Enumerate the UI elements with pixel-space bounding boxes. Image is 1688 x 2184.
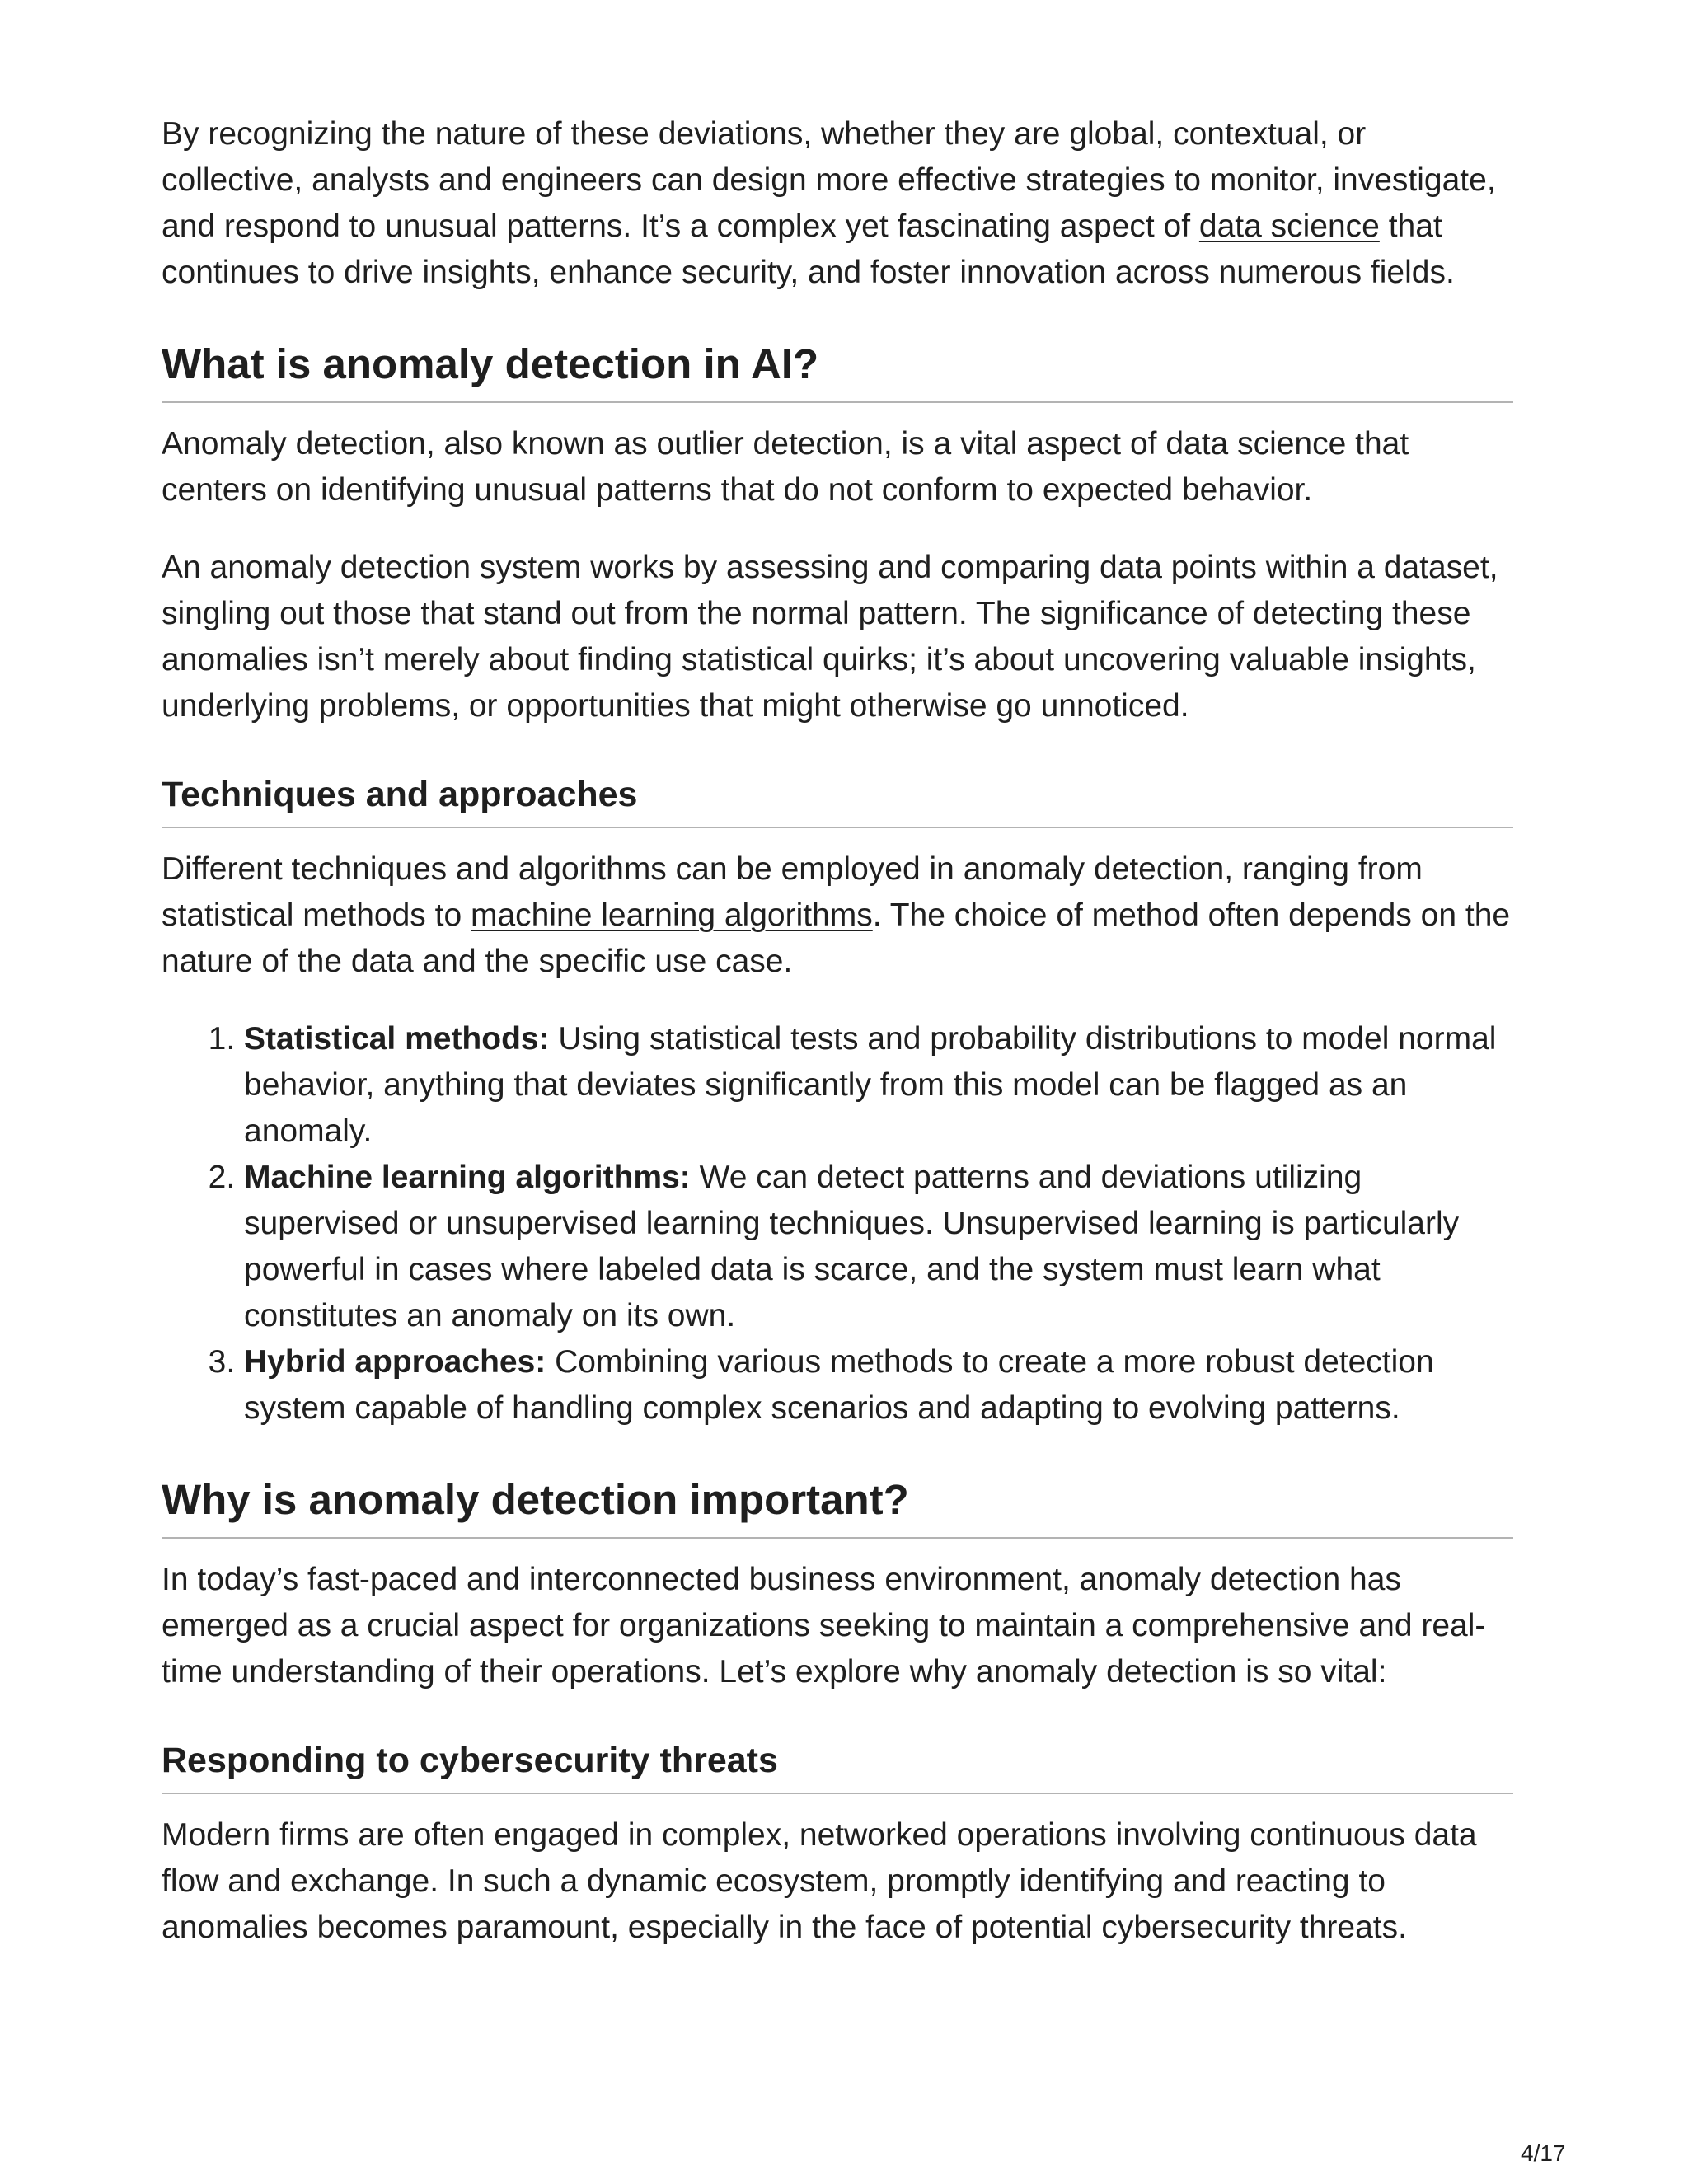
list-item-statistical-methods [244, 1016, 1513, 1155]
page-number: 4/17 [1521, 2140, 1566, 2166]
heading-what-is-anomaly-detection: What is anomaly detection in AI? [162, 337, 1513, 403]
machine-learning-algorithms-link[interactable]: machine learning algorithms [471, 898, 873, 933]
intro-text-start: By recognizing the nature of these deviations, whether they are global, contextual, or collective, analysts and engineers can design more effective strategies to monitor, investigate, and respond to unusual patterns. It’s a complex yet fascinating aspect of [162, 116, 1496, 244]
list-item-term: Machine learning algorithms: [244, 1160, 691, 1195]
list-item-term: Statistical methods: [244, 1021, 550, 1057]
techniques-list [162, 1016, 1513, 1432]
heading-why-important: Why is anomaly detection important? [162, 1473, 1513, 1539]
list-item-term: Hybrid approaches: [244, 1344, 546, 1380]
article-content [162, 111, 1513, 1951]
why-paragraph: In today’s fast-paced and interconnected business environment, anomaly detection has emerged as a crucial aspect for organizations seeking to maintain a comprehensive and real-time understanding of their operations. Let’s explore why anomaly detection is so vital: [162, 1562, 1486, 1690]
heading-cybersecurity-threats: Responding to cybersecurity threats [162, 1736, 1513, 1794]
list-item-text: Combining various methods to create a more robust detection system capable of handling complex scenarios and adapting to evolving patterns. [244, 1344, 1434, 1426]
intro-paragraph [162, 111, 1513, 296]
techniques-text-start: Different techniques and algorithms can be employed in anomaly detection, ranging from statistical methods to [162, 851, 1423, 933]
data-science-link[interactable]: data science [1198, 209, 1380, 244]
list-item-hybrid-approaches [244, 1339, 1513, 1432]
what-paragraph-2: An anomaly detection system works by assessing and comparing data points within a dataset, singling out those that stand out from the normal pattern. The significance of detecting these anomalies isn’t merely about finding statistical quirks; it’s about uncovering valuable insights, underlying problems, or opportunities that might otherwise go unnoticed. [162, 550, 1498, 724]
list-item-text: Using statistical tests and probability distributions to model normal behavior, anything that deviates significantly from this model can be flagged as an anomaly. [244, 1021, 1497, 1149]
heading-techniques-and-approaches: Techniques and approaches [162, 771, 1513, 828]
what-paragraph-1: Anomaly detection, also known as outlier detection, is a vital aspect of data science that centers on identifying unusual patterns that do not conform to expected behavior. [162, 426, 1409, 508]
cybersecurity-paragraph: Modern firms are often engaged in complex, networked operations involving continuous data flow and exchange. In such a dynamic ecosystem, promptly identifying and reacting to anomalies becomes paramount, especially in the face of potential cybersecurity threats. [162, 1817, 1477, 1945]
list-item-text: We can detect patterns and deviations utilizing supervised or unsupervised learning techniques. Unsupervised learning is particularly powerful in cases where labeled data is scarce, and the system must learn what constitutes an anomaly on its own. [244, 1160, 1460, 1333]
intro-text-end: that continues to drive insights, enhance security, and foster innovation across numerous fields. [162, 209, 1455, 290]
techniques-text-end: . The choice of method often depends on the nature of the data and the specific use case. [162, 898, 1511, 979]
techniques-paragraph [162, 846, 1513, 985]
list-item-machine-learning [244, 1155, 1513, 1339]
